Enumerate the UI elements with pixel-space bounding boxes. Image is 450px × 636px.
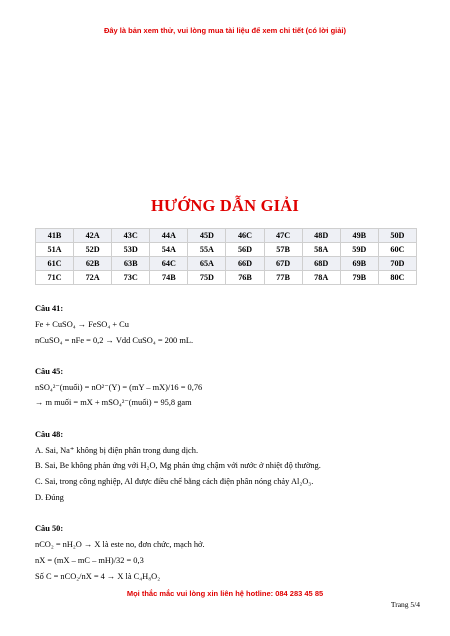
solution-line: B. Sai, Be không phản ứng với H₂O, Mg phản ứng chậm với nước ở nhiệt độ thường. — [35, 461, 321, 471]
solution-line: D. Đúng — [35, 492, 64, 502]
solutions — [35, 301, 420, 584]
answer-cell: 61C — [36, 257, 74, 271]
answer-cell: 68D — [302, 257, 340, 271]
solution-line: nSO₄²⁻(muối) = nO²⁻(Y) = (mY – mX)/16 = 0,76 — [35, 382, 203, 392]
answer-cell: 54A — [150, 243, 188, 257]
answer-row — [36, 229, 417, 243]
question-heading: Câu 48: — [35, 429, 64, 439]
answer-cell: 50D — [378, 229, 416, 243]
answer-cell: 77B — [264, 271, 302, 285]
answer-cell: 42A — [74, 229, 112, 243]
question-50 — [35, 521, 420, 584]
answer-cell: 56D — [226, 243, 264, 257]
answer-row — [36, 257, 417, 271]
answer-cell: 57B — [264, 243, 302, 257]
answer-cell: 78A — [302, 271, 340, 285]
question-45 — [35, 364, 420, 411]
answer-cell: 74B — [150, 271, 188, 285]
answer-cell: 51A — [36, 243, 74, 257]
answer-cell: 64C — [150, 257, 188, 271]
solution-line: nCO₂ = nH₂O → X là este no, đơn chức, mạch hở. — [35, 540, 205, 550]
answer-cell: 75D — [188, 271, 226, 285]
answer-cell: 48D — [302, 229, 340, 243]
solution-line: Fe + CuSO₄ → FeSO₄ + Cu — [35, 319, 129, 329]
answer-cell: 46C — [226, 229, 264, 243]
answer-cell: 47C — [264, 229, 302, 243]
solution-line: Số C = nCO₂/nX = 4 → X là C₄H₈O₂ — [35, 571, 161, 581]
answer-cell: 69B — [340, 257, 378, 271]
answer-cell: 70D — [378, 257, 416, 271]
answer-cell: 53D — [112, 243, 150, 257]
page-title: HƯỚNG DẪN GIẢI — [151, 196, 299, 215]
answer-cell: 49B — [340, 229, 378, 243]
solution-line: C. Sai, trong công nghiệp, Al được điều chế bằng cách điện phân nóng chảy Al₂O₃. — [35, 477, 314, 487]
answer-cell: 62B — [74, 257, 112, 271]
answer-row — [36, 243, 417, 257]
answer-cell: 43C — [112, 229, 150, 243]
answer-cell: 59D — [340, 243, 378, 257]
answer-cell: 72A — [74, 271, 112, 285]
solution-line: nX = (mX – mC – mH)/32 = 0,3 — [35, 555, 144, 565]
answer-cell: 41B — [36, 229, 74, 243]
answer-cell: 52D — [74, 243, 112, 257]
solution-line: nCuSO₄ = nFe = 0,2 → Vdd CuSO₄ = 200 mL. — [35, 335, 194, 345]
answer-cell: 80C — [378, 271, 416, 285]
solution-line: → m muối = mX + mSO₄²⁻(muối) = 95,8 gam — [35, 398, 192, 408]
answer-cell: 45D — [188, 229, 226, 243]
answer-cell: 63B — [112, 257, 150, 271]
question-heading: Câu 50: — [35, 524, 64, 534]
question-heading: Câu 41: — [35, 304, 64, 313]
answer-cell: 67D — [264, 257, 302, 271]
page-number: Trang 5/4 — [390, 600, 420, 609]
answer-cell: 44A — [150, 229, 188, 243]
answer-cell: 79B — [340, 271, 378, 285]
answer-cell: 65A — [188, 257, 226, 271]
answer-cell: 71C — [36, 271, 74, 285]
answer-cell: 66D — [226, 257, 264, 271]
answer-cell: 55A — [188, 243, 226, 257]
answer-table — [35, 228, 417, 285]
answer-cell: 76B — [226, 271, 264, 285]
hotline-notice: Mọi thắc mắc vui lòng xin liên hệ hotline: 084 283 45 85 — [126, 589, 324, 598]
solution-line: A. Sai, Na⁺ không bị điện phân trong dung dịch. — [35, 445, 199, 455]
answer-cell: 60C — [378, 243, 416, 257]
question-41 — [35, 301, 420, 348]
answer-row — [36, 271, 417, 285]
preview-notice: Đây là bản xem thử, vui lòng mua tài liệu để xem chi tiết (có lời giải) — [103, 26, 347, 35]
question-48 — [35, 427, 420, 506]
answer-cell: 73C — [112, 271, 150, 285]
answer-cell: 58A — [302, 243, 340, 257]
question-heading: Câu 45: — [35, 366, 64, 376]
